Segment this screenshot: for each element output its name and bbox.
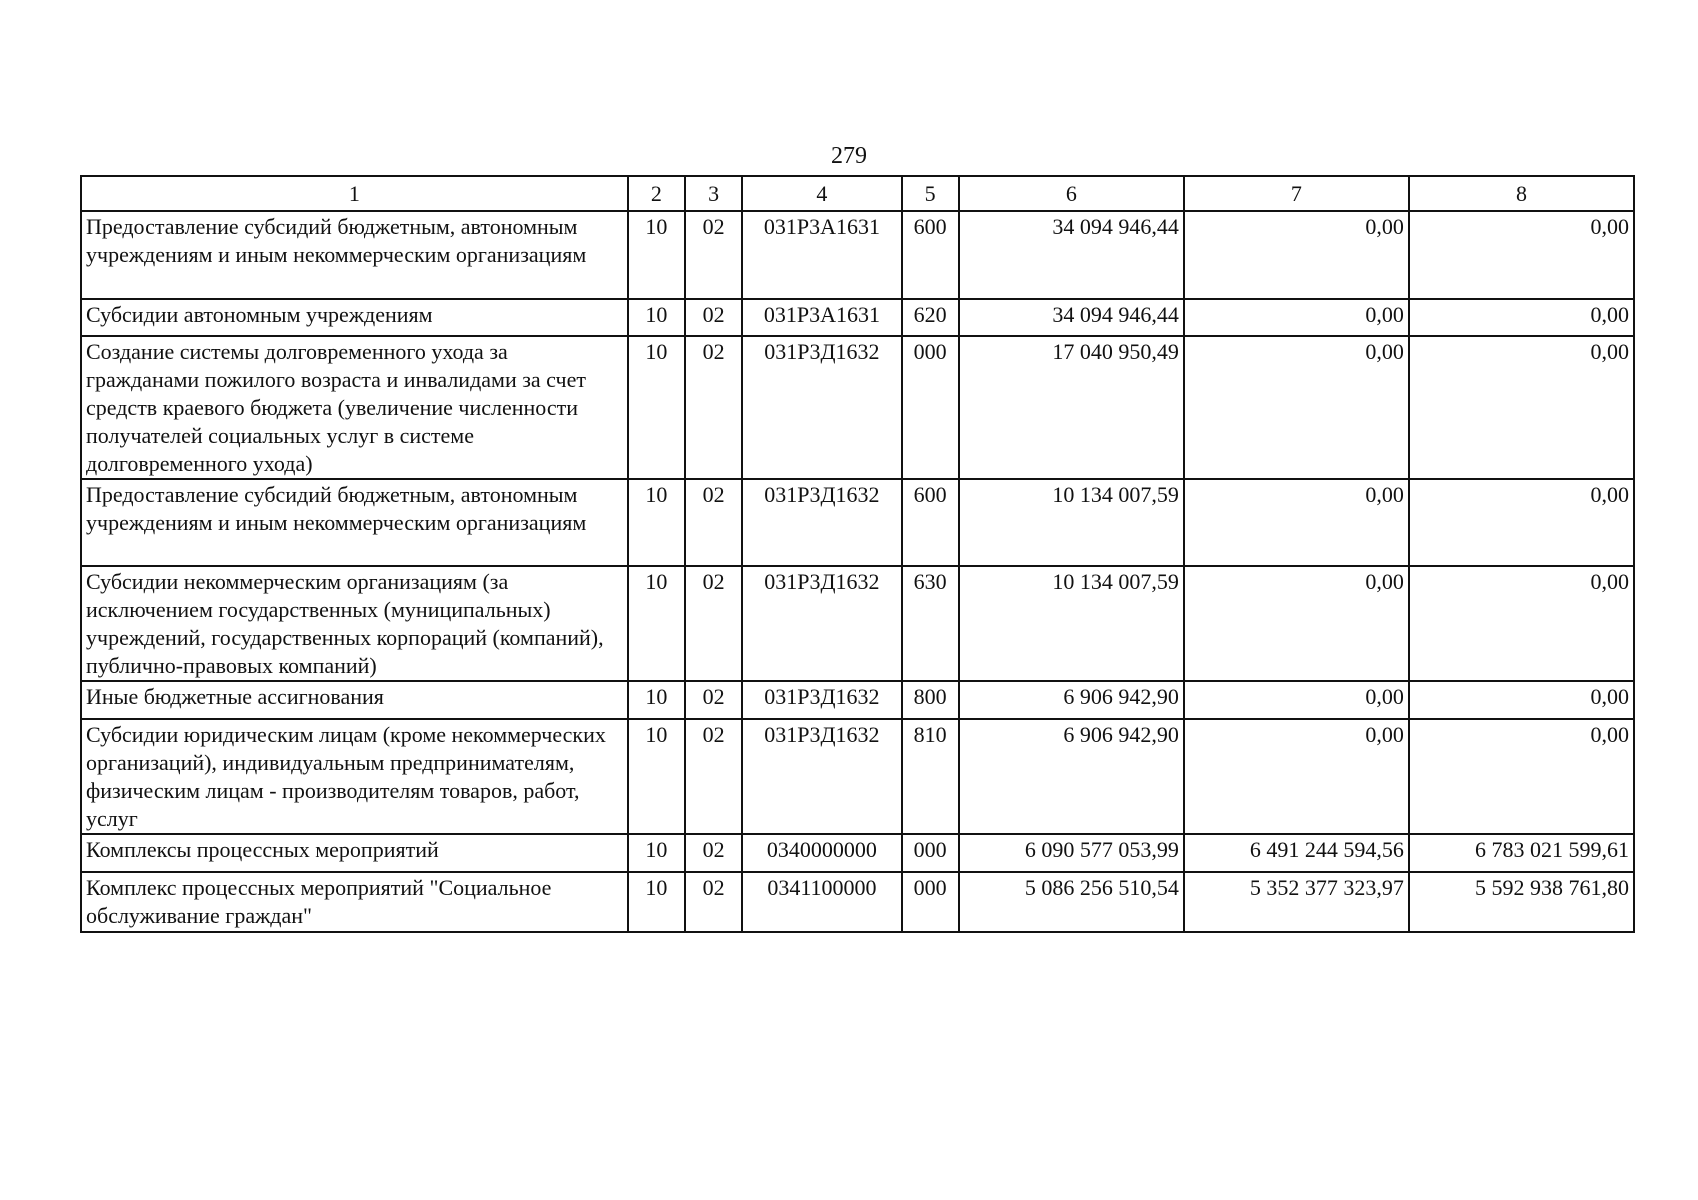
row-sum-6: 6 906 942,90 bbox=[959, 719, 1184, 834]
row-rz: 10 bbox=[628, 211, 685, 299]
row-name: Предоставление субсидий бюджетным, автономным учреждениям и иным некоммерческим организациям bbox=[81, 479, 628, 566]
row-sum-7: 0,00 bbox=[1184, 299, 1409, 336]
row-sum-7: 0,00 bbox=[1184, 211, 1409, 299]
row-csr: 031Р3Д1632 bbox=[742, 566, 901, 681]
row-sum-7: 0,00 bbox=[1184, 336, 1409, 479]
row-name: Иные бюджетные ассигнования bbox=[81, 681, 628, 719]
row-vr: 630 bbox=[902, 566, 959, 681]
row-sum-8: 0,00 bbox=[1409, 479, 1634, 566]
row-vr: 800 bbox=[902, 681, 959, 719]
row-pr: 02 bbox=[685, 719, 742, 834]
row-sum-8: 5 592 938 761,80 bbox=[1409, 872, 1634, 932]
row-csr: 031Р3Д1632 bbox=[742, 681, 901, 719]
row-sum-6: 5 086 256 510,54 bbox=[959, 872, 1184, 932]
row-csr: 031Р3А1631 bbox=[742, 211, 901, 299]
row-csr: 031Р3Д1632 bbox=[742, 479, 901, 566]
row-pr: 02 bbox=[685, 872, 742, 932]
col-header-1: 1 bbox=[81, 176, 628, 211]
row-sum-6: 6 906 942,90 bbox=[959, 681, 1184, 719]
row-sum-7: 0,00 bbox=[1184, 479, 1409, 566]
row-sum-8: 0,00 bbox=[1409, 211, 1634, 299]
row-sum-7: 6 491 244 594,56 bbox=[1184, 834, 1409, 872]
row-sum-6: 6 090 577 053,99 bbox=[959, 834, 1184, 872]
row-csr: 031Р3Д1632 bbox=[742, 719, 901, 834]
row-sum-6: 34 094 946,44 bbox=[959, 299, 1184, 336]
row-sum-6: 34 094 946,44 bbox=[959, 211, 1184, 299]
row-rz: 10 bbox=[628, 566, 685, 681]
table-row bbox=[81, 479, 1634, 566]
col-header-3: 3 bbox=[685, 176, 742, 211]
row-vr: 600 bbox=[902, 211, 959, 299]
row-csr: 031Р3А1631 bbox=[742, 299, 901, 336]
row-csr: 0341100000 bbox=[742, 872, 901, 932]
table-row bbox=[81, 872, 1634, 932]
page-number: 279 bbox=[831, 143, 867, 169]
row-sum-8: 0,00 bbox=[1409, 336, 1634, 479]
row-rz: 10 bbox=[628, 479, 685, 566]
row-name: Субсидии некоммерческим организациям (за исключением государственных (муниципальных) учреждений, государственных корпораций (компаний), публично-правовых компаний) bbox=[81, 566, 628, 681]
row-sum-8: 6 783 021 599,61 bbox=[1409, 834, 1634, 872]
table-row bbox=[81, 299, 1634, 336]
row-vr: 620 bbox=[902, 299, 959, 336]
col-header-7: 7 bbox=[1184, 176, 1409, 211]
row-rz: 10 bbox=[628, 719, 685, 834]
row-rz: 10 bbox=[628, 872, 685, 932]
row-sum-7: 0,00 bbox=[1184, 719, 1409, 834]
row-vr: 000 bbox=[902, 872, 959, 932]
row-pr: 02 bbox=[685, 479, 742, 566]
row-sum-8: 0,00 bbox=[1409, 566, 1634, 681]
row-sum-7: 0,00 bbox=[1184, 681, 1409, 719]
table-row bbox=[81, 211, 1634, 299]
row-sum-6: 17 040 950,49 bbox=[959, 336, 1184, 479]
row-sum-6: 10 134 007,59 bbox=[959, 479, 1184, 566]
table-row bbox=[81, 566, 1634, 681]
row-rz: 10 bbox=[628, 299, 685, 336]
row-vr: 600 bbox=[902, 479, 959, 566]
row-rz: 10 bbox=[628, 336, 685, 479]
table-row bbox=[81, 336, 1634, 479]
row-vr: 000 bbox=[902, 834, 959, 872]
table-row bbox=[81, 834, 1634, 872]
row-name: Комплекс процессных мероприятий "Социальное обслуживание граждан" bbox=[81, 872, 628, 932]
row-sum-7: 0,00 bbox=[1184, 566, 1409, 681]
header-row bbox=[81, 176, 1634, 211]
row-rz: 10 bbox=[628, 681, 685, 719]
table-row bbox=[81, 719, 1634, 834]
col-header-4: 4 bbox=[742, 176, 901, 211]
col-header-8: 8 bbox=[1409, 176, 1634, 211]
row-pr: 02 bbox=[685, 299, 742, 336]
row-csr: 0340000000 bbox=[742, 834, 901, 872]
row-sum-8: 0,00 bbox=[1409, 299, 1634, 336]
row-name: Предоставление субсидий бюджетным, автономным учреждениям и иным некоммерческим организациям bbox=[81, 211, 628, 299]
row-pr: 02 bbox=[685, 566, 742, 681]
table-row bbox=[81, 681, 1634, 719]
row-pr: 02 bbox=[685, 681, 742, 719]
row-sum-7: 5 352 377 323,97 bbox=[1184, 872, 1409, 932]
row-sum-8: 0,00 bbox=[1409, 681, 1634, 719]
row-sum-8: 0,00 bbox=[1409, 719, 1634, 834]
row-vr: 810 bbox=[902, 719, 959, 834]
row-name: Создание системы долговременного ухода за гражданами пожилого возраста и инвалидами за счет средств краевого бюджета (увеличение численности получателей социальных услуг в системе долговременного ухода) bbox=[81, 336, 628, 479]
row-pr: 02 bbox=[685, 211, 742, 299]
col-header-2: 2 bbox=[628, 176, 685, 211]
row-vr: 000 bbox=[902, 336, 959, 479]
row-rz: 10 bbox=[628, 834, 685, 872]
row-pr: 02 bbox=[685, 336, 742, 479]
col-header-5: 5 bbox=[902, 176, 959, 211]
row-sum-6: 10 134 007,59 bbox=[959, 566, 1184, 681]
col-header-6: 6 bbox=[959, 176, 1184, 211]
row-name: Субсидии юридическим лицам (кроме некоммерческих организаций), индивидуальным предпринимателям, физическим лицам - производителям товаров, работ, услуг bbox=[81, 719, 628, 834]
row-name: Субсидии автономным учреждениям bbox=[81, 299, 628, 336]
budget-table bbox=[80, 175, 1635, 933]
row-csr: 031Р3Д1632 bbox=[742, 336, 901, 479]
row-pr: 02 bbox=[685, 834, 742, 872]
row-name: Комплексы процессных мероприятий bbox=[81, 834, 628, 872]
